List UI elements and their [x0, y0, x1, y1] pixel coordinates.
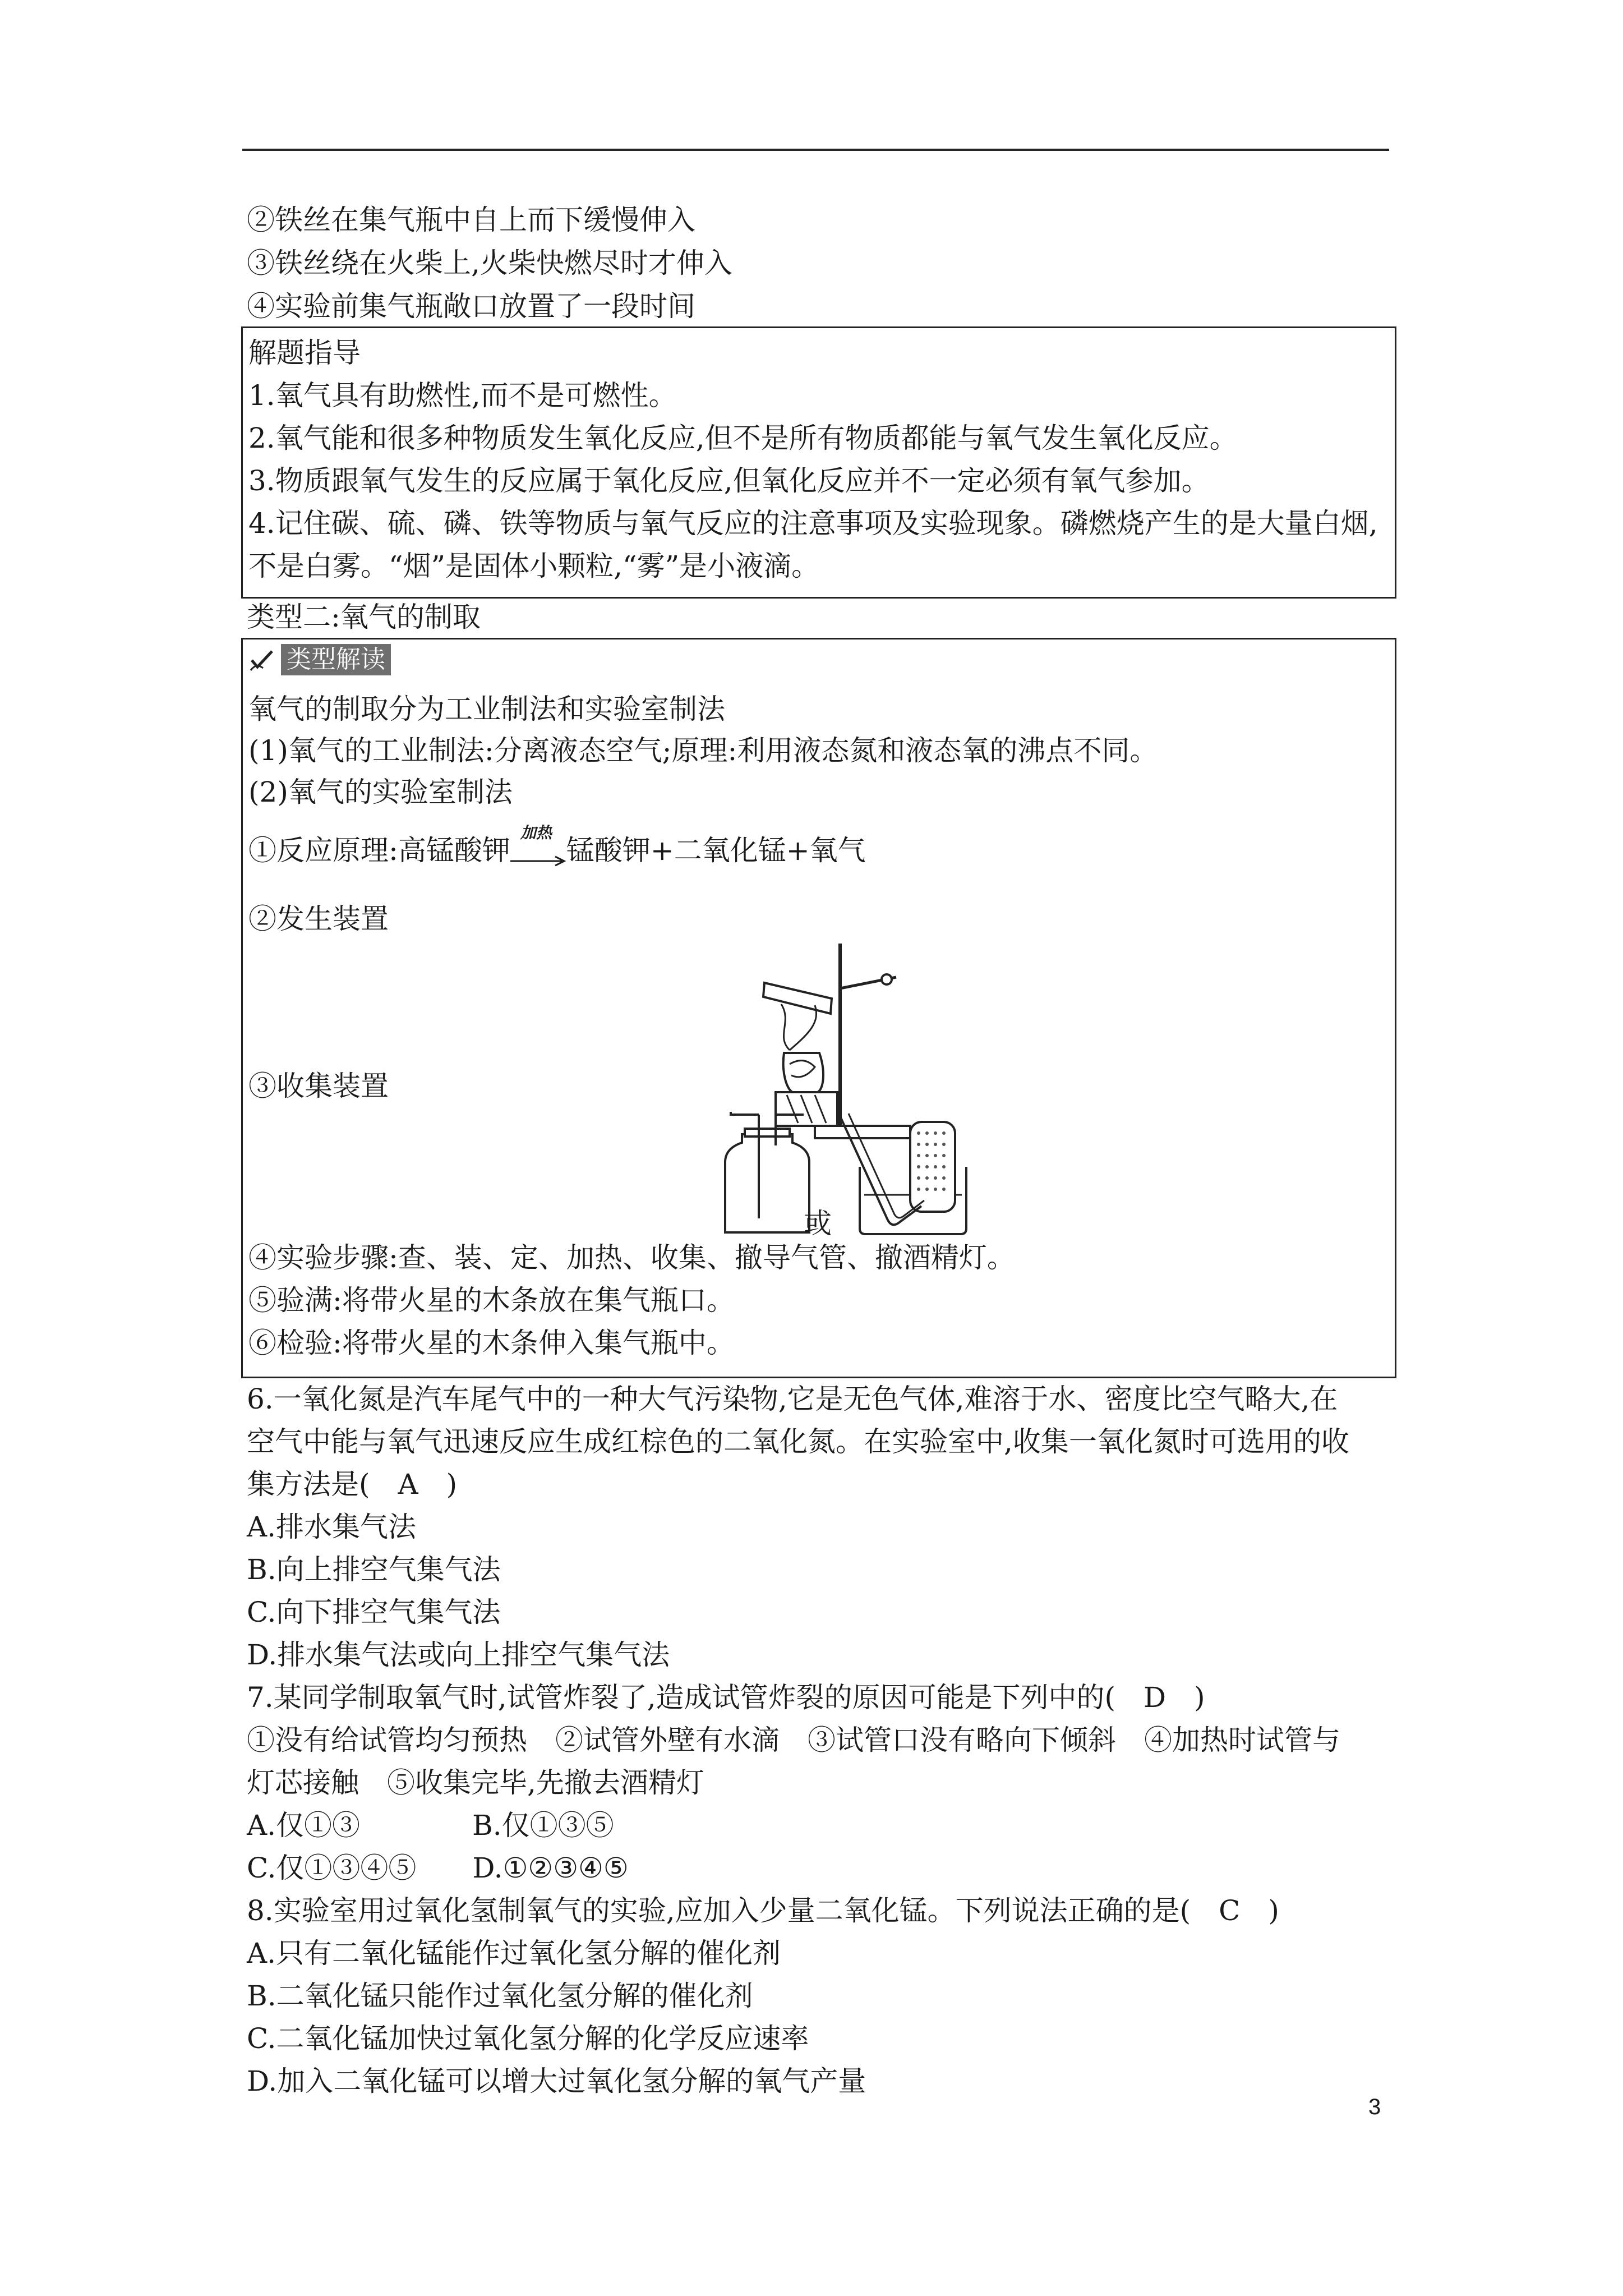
intro-text: 氧气的制取分为工业制法和实验室制法: [248, 693, 725, 725]
question-8-option-d: D.加入二氧化锰可以增大过氧化氢分解的氧气产量: [247, 2065, 866, 2097]
header-rule: [242, 149, 1389, 151]
guide-item: 2.氧气能和很多种物质发生氧化反应,但不是所有物质都能与氧气发生氧化反应。: [248, 422, 1238, 454]
question-8-line-1: 8.实验室用过氧化氢制氧气的实验,应加入少量二氧化锰。下列说法正确的是( C ): [247, 1894, 1279, 1927]
reaction-products: 锰酸钾+二氧化锰+氧气: [566, 834, 866, 867]
arrow-icon: [510, 849, 566, 871]
option-line-3: ③铁丝绕在火柴上,火柴快燃尽时才伸入: [247, 247, 732, 279]
option-line-2: ②铁丝在集气瓶中自上而下缓慢伸入: [247, 204, 695, 236]
guide-box-title: 解题指导: [248, 337, 361, 369]
option-line-4: ④实验前集气瓶敞口放置了一段时间: [247, 290, 695, 323]
water-trough-diagram: [837, 1111, 978, 1240]
collector-label: ③收集装置: [248, 1070, 389, 1102]
question-6-option-b: B.向上排空气集气法: [247, 1553, 501, 1586]
guide-item: 3.物质跟氧气发生的反应属于氧化反应,但氧化反应并不一定必须有氧气参加。: [248, 464, 1210, 497]
question-7-line-2: ①没有给试管均匀预热 ②试管外壁有水滴 ③试管口没有略向下倾斜 ④加热时试管与: [247, 1724, 1340, 1756]
reaction-condition: 加热: [520, 823, 552, 842]
question-6-line-2: 空气中能与氧气迅速反应生成红棕色的二氧化氮。在实验室中,收集一氧化氮时可选用的收: [247, 1425, 1349, 1458]
full-check: ⑤验满:将带火星的木条放在集气瓶口。: [248, 1284, 735, 1317]
question-6-line-3: 集方法是( A ): [247, 1468, 458, 1501]
generator-label: ②发生装置: [248, 903, 389, 935]
experiment-steps: ④实验步骤:查、装、定、加热、收集、撤导气管、撤酒精灯。: [248, 1241, 1015, 1274]
question-8-option-a: A.只有二氧化锰能作过氧化氢分解的催化剂: [247, 1937, 781, 1970]
industrial-method: (1)氧气的工业制法:分离液态空气;原理:利用液态氮和液态氧的沸点不同。: [248, 734, 1158, 767]
question-7-line-1: 7.某同学制取氧气时,试管炸裂了,造成试管炸裂的原因可能是下列中的( D ): [247, 1681, 1205, 1714]
question-6-option-a: A.排水集气法: [247, 1511, 417, 1543]
question-6-line-1: 6.一氧化氮是汽车尾气中的一种大气污染物,它是无色气体,难溶于水、密度比空气略大,在: [247, 1383, 1338, 1415]
oxygen-test: ⑥检验:将带火星的木条伸入集气瓶中。: [248, 1327, 735, 1359]
or-text: 或: [804, 1207, 832, 1240]
reaction-principle: [248, 823, 866, 871]
guide-item: 不是白雾。“烟”是固体小颗粒,“雾”是小液滴。: [248, 550, 820, 582]
guide-item: 4.记住碳、硫、磷、铁等物质与氧气反应的注意事项及实验现象。磷燃烧产生的是大量白烟,: [248, 507, 1378, 540]
badge-label: 类型解读: [281, 644, 391, 675]
page-number: 3: [1368, 2095, 1381, 2119]
guide-box: [241, 326, 1396, 599]
question-7-line-3: 灯芯接触 ⑤收集完毕,先撤去酒精灯: [247, 1766, 704, 1799]
reaction-prefix: ①反应原理:高锰酸钾: [248, 834, 510, 867]
question-8-option-c: C.二氧化锰加快过氧化氢分解的化学反应速率: [247, 2022, 809, 2055]
question-6-option-c: C.向下排空气集气法: [247, 1596, 501, 1628]
type-badge: [248, 643, 391, 677]
guide-item: 1.氧气具有助燃性,而不是可燃性。: [248, 379, 677, 412]
lab-method-title: (2)氧气的实验室制法: [248, 776, 513, 808]
question-8-option-b: B.二氧化锰只能作过氧化氢分解的催化剂: [247, 1980, 753, 2012]
type-explanation-box: [241, 638, 1396, 1378]
question-6-option-d: D.排水集气法或向上排空气集气法: [247, 1639, 670, 1671]
pen-check-icon: [248, 646, 276, 674]
question-7-options-cd: C.仅①③④⑤ D.①②③④⑤: [247, 1852, 629, 1884]
question-7-options-ab: A.仅①③ B.仅①③⑤: [247, 1809, 614, 1842]
reaction-arrow: [510, 823, 566, 864]
type2-heading: 类型二:氧气的制取: [247, 601, 481, 633]
